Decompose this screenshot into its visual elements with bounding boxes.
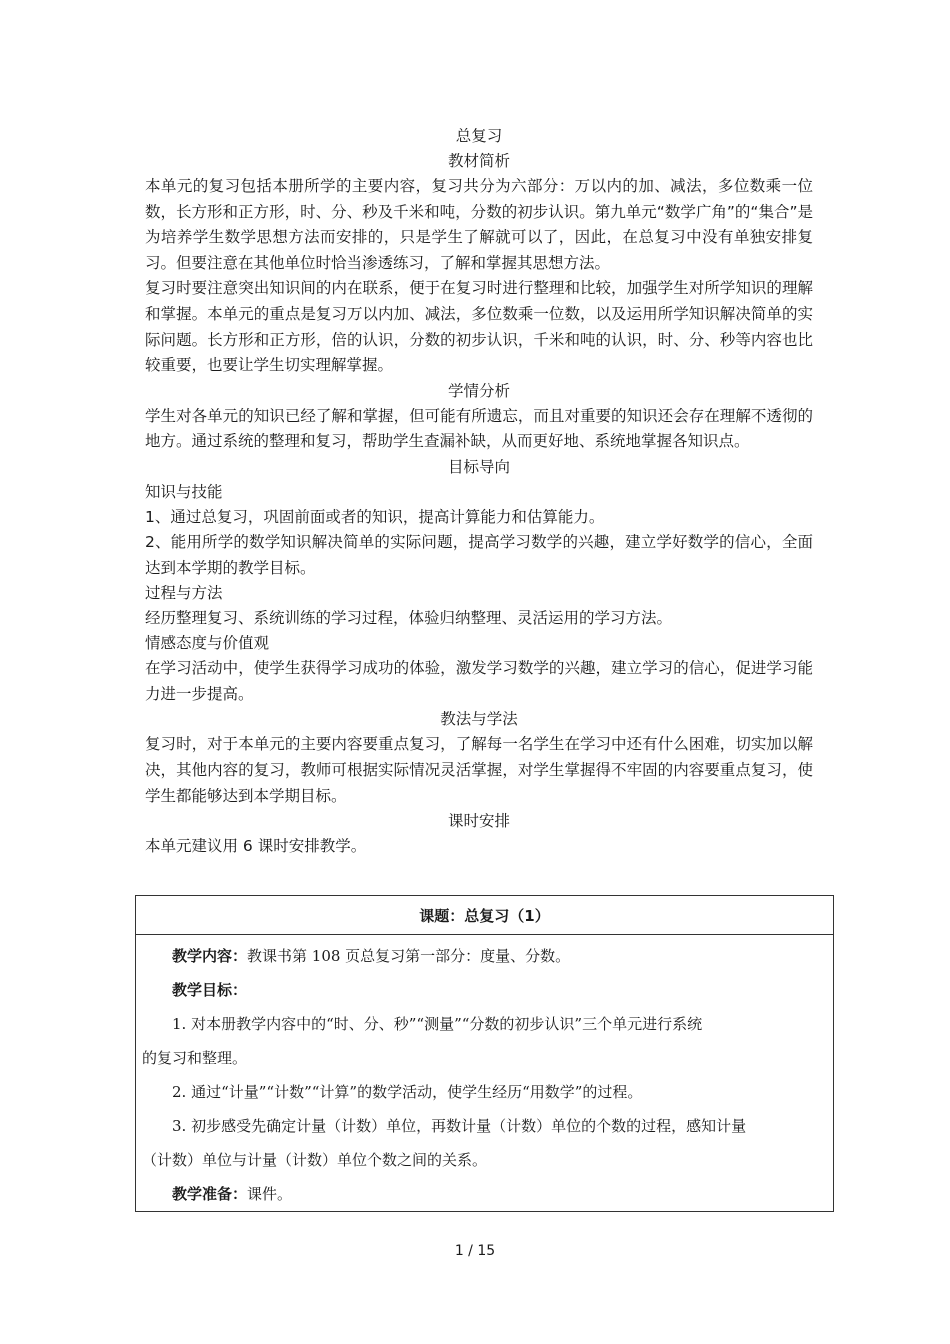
lesson-goals-line [142, 973, 827, 1007]
heading-textbook-analysis: 教材简析 [447, 152, 510, 170]
subheading-knowledge-skills: 知识与技能 [145, 482, 223, 501]
paragraph: 本单元建议用 6 课时安排教学。 [145, 837, 367, 856]
paragraph: 学生对各单元的知识已经了解和掌握，但可能有所遗忘，而且对重要的知识还会存在理解不透彻的地方。通过系统的整理和复习，帮助学生查漏补缺，从而更好地、系统地掌握各知识点。 [145, 406, 813, 451]
page-number: 1 / 15 [454, 1243, 496, 1259]
objective-item: 1、通过总复习，巩固前面或者的知识，提高计算能力和估算能力。 [145, 507, 605, 526]
heading-teaching-methods: 教法与学法 [440, 710, 518, 729]
document-body [145, 124, 813, 859]
paragraph: 复习时，对于本单元的主要内容要重点复习，了解每一名学生在学习中还有什么困难，切实加以解决，其他内容的复习，教师可根据实际情况灵活掌握，对学生掌握得不牢固的内容要重点复习，使学生都能够达到本学期目标。 [145, 735, 813, 805]
prep-label: 教学准备： [172, 1185, 248, 1203]
heading-schedule: 课时安排 [447, 812, 510, 831]
goal-item-continued: 的复习和整理。 [142, 1049, 248, 1067]
heading-student-analysis: 学情分析 [447, 381, 510, 400]
paragraph: 复习时要注意突出知识间的内在联系，便于在复习时进行整理和比较，加强学生对所学知识的理解和掌握。本单元的重点是复习万以内加、减法，多位数乘一位数，以及运用所学知识解决简单的实际问题。长方形和正方形，倍的认识，分数的初步认识，千米和吨的认识，时、分、秒等内容也比较重要，也要让学生切实理解掌握。 [145, 279, 813, 375]
subheading-process-method: 过程与方法 [145, 584, 223, 603]
goal-item: 1. 对本册教学内容中的“时、分、秒”“测量”“分数的初步认识”三个单元进行系统 [172, 1015, 703, 1033]
paragraph: 本单元的复习包括本册所学的主要内容，复习共分为六部分：万以内的加、减法，多位数乘一位数，长方形和正方形，时、分、秒及千米和吨，分数的初步认识。第九单元“数学广角”的“集合”是为培养学生数学思想方法而安排的，只是学生了解就可以了，因此，在总复习中没有单独安排复习。但要注意在其他单位时恰当渗透练习，了解和掌握其思想方法。 [145, 177, 813, 272]
lesson-body [136, 935, 834, 1212]
goal-item: 3. 初步感受先确定计量（计数）单位，再数计量（计数）单位的个数的过程，感知计量 [172, 1117, 747, 1135]
goals-label: 教学目标： [172, 981, 248, 999]
content-value: 教课书第 108 页总复习第一部分：度量、分数。 [247, 947, 571, 965]
content-label: 教学内容： [172, 947, 248, 965]
goal-item-continued: （计数）单位与计量（计数）单位个数之间的关系。 [142, 1151, 488, 1169]
lesson-title: 课题：总复习（1） [136, 896, 834, 935]
objective-item: 在学习活动中，使学生获得学习成功的体验，激发学习数学的兴趣，建立学习的信心，促进学习能力进一步提高。 [145, 659, 813, 703]
lesson-content-line [142, 939, 827, 973]
lesson-prep-line [142, 1177, 827, 1211]
subheading-attitude-values: 情感态度与价值观 [145, 634, 270, 653]
objective-item: 经历整理复习、系统训练的学习过程，体验归纳整理、灵活运用的学习方法。 [145, 609, 673, 628]
prep-value: 课件。 [247, 1185, 293, 1203]
document-title: 总复习 [455, 127, 503, 145]
heading-objectives: 目标导向 [447, 457, 510, 476]
objective-item: 2、能用所学的数学知识解决简单的实际问题，提高学习数学的兴趣，建立学好数学的信心，全面达到本学期的教学目标。 [145, 532, 813, 577]
goal-item: 2. 通过“计量”“计数”“计算”的数学活动，使学生经历“用数学”的过程。 [172, 1083, 643, 1101]
lesson-table [135, 895, 834, 1212]
